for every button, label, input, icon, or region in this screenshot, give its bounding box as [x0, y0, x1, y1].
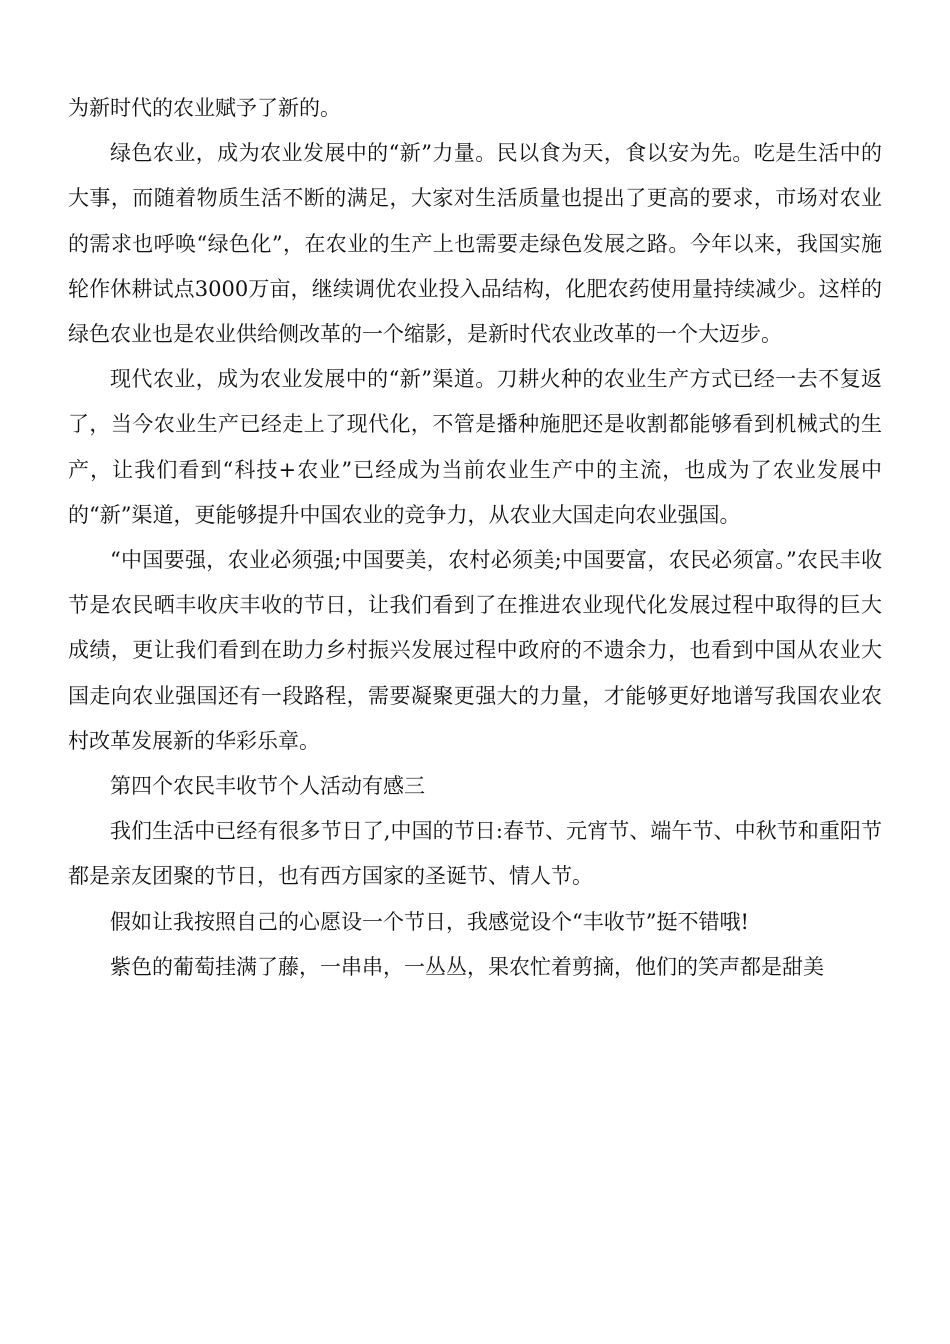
- paragraph-continuation: 为新时代的农业赋予了新的。: [68, 96, 341, 120]
- paragraph-quote: “中国要强，农业必须强;中国要美，农村必须美;中国要富，农民必须富。”农民丰收节是农民晒丰收庆丰收的节日，让我们看到了在推进农业现代化发展过程中取得的巨大成绩，更让我们看到在助力乡村振兴发展过程中政府的不遗余力，也看到中国从农业大国走向农业强国还有一段路程，需要凝聚更强大的力量，才能够更好地谱写我国农业农村改革发展新的华彩乐章。: [68, 548, 882, 753]
- paragraph-grapes: 紫色的葡萄挂满了藤，一串串，一丛丛，果农忙着剪摘，他们的笑声都是甜美: [110, 954, 824, 979]
- paragraph-modern-agriculture: 现代农业，成为农业发展中的“新”渠道。刀耕火种的农业生产方式已经一去不复返了，当今农业生产已经走上了现代化，不管是播种施肥还是收割都能够看到机械式的生产，让我们看到“科技+农业”已经成为当前农业生产中的主流，也成为了农业发展中的“新”渠道，更能够提升中国农业的竞争力，从农业大国走向农业强国。: [68, 367, 882, 527]
- document-page: [68, 86, 882, 990]
- section-heading: 第四个农民丰收节个人活动有感三: [110, 774, 425, 799]
- paragraph-green-agriculture: 绿色农业，成为农业发展中的“新”力量。民以食为天，食以安为先。吃是生活中的大事，而随着物质生活不断的满足，大家对生活质量也提出了更高的要求，市场对农业的需求也呼唤“绿色化”，在农业的生产上也需要走绿色发展之路。今年以来，我国实施轮作休耕试点3000万亩，继续调优农业投入品结构，化肥农药使用量持续减少。这样的绿色农业也是农业供给侧改革的一个缩影，是新时代农业改革的一个大迈步。: [68, 141, 882, 347]
- paragraph-wish: 假如让我按照自己的心愿设一个节日，我感觉设个“丰收节”挺不错哦!: [110, 909, 749, 934]
- paragraph-festivals: 我们生活中已经有很多节日了,中国的节日:春节、元宵节、端午节、中秋节和重阳节都是亲友团聚的节日，也有西方国家的圣诞节、情人节。: [68, 819, 882, 889]
